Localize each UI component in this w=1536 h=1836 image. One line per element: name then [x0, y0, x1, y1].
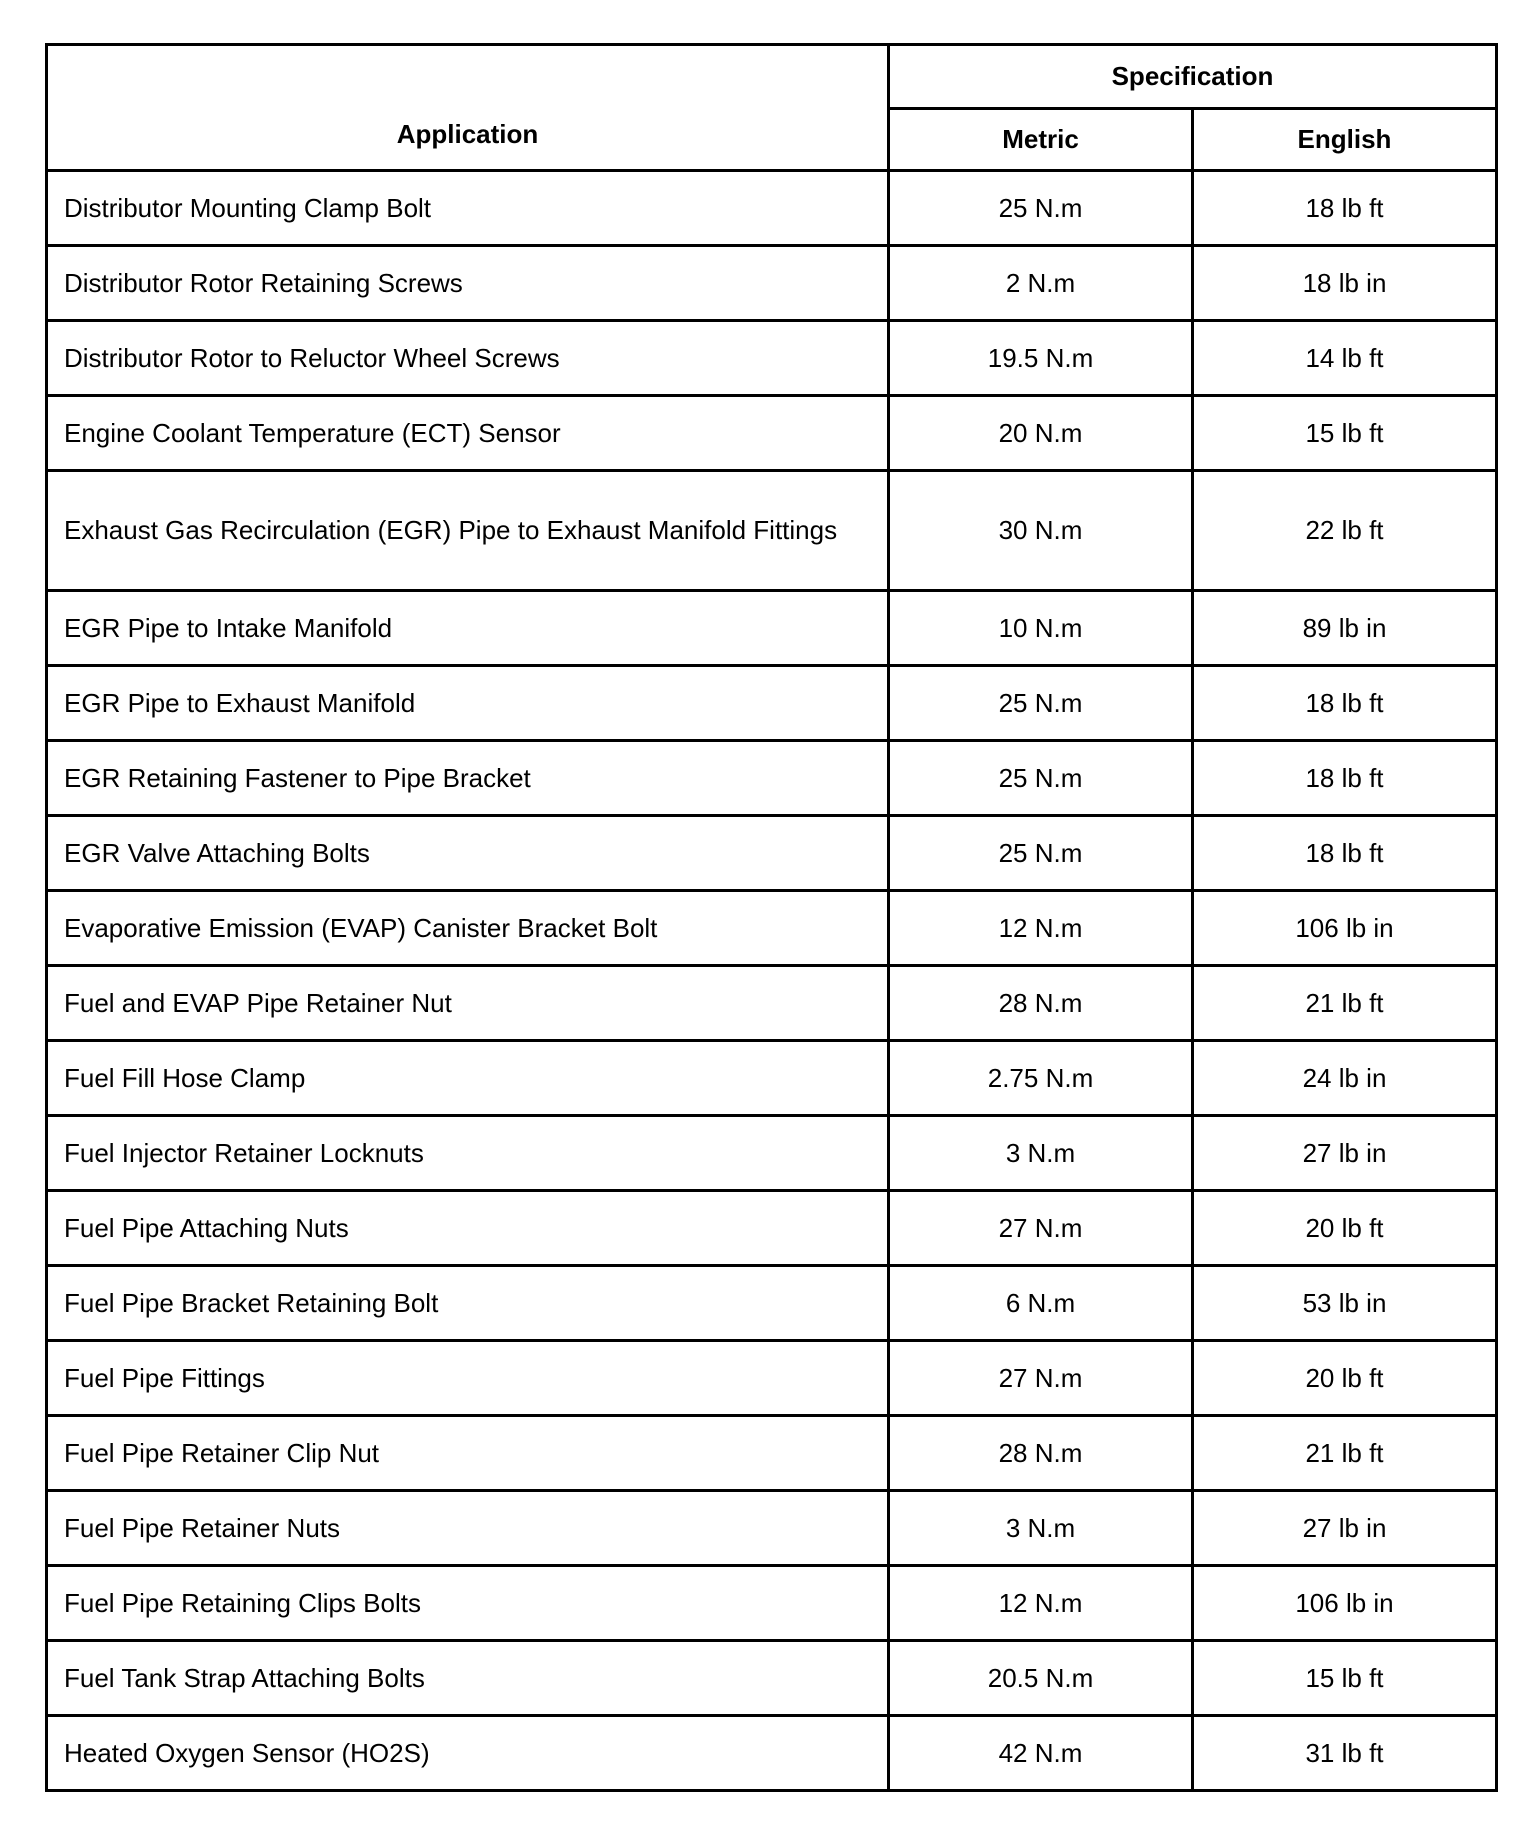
metric-cell: 3 N.m [889, 1491, 1193, 1566]
metric-cell: 10 N.m [889, 591, 1193, 666]
application-cell: Heated Oxygen Sensor (HO2S) [47, 1716, 889, 1791]
metric-cell: 20.5 N.m [889, 1641, 1193, 1716]
table-row [47, 246, 1497, 321]
header-row-top [47, 45, 1497, 109]
application-cell: EGR Pipe to Intake Manifold [47, 591, 889, 666]
table-row [47, 816, 1497, 891]
english-cell: 20 lb ft [1193, 1191, 1497, 1266]
application-cell: Exhaust Gas Recirculation (EGR) Pipe to Exhaust Manifold Fittings [47, 471, 889, 591]
metric-cell: 3 N.m [889, 1116, 1193, 1191]
table-row [47, 966, 1497, 1041]
header-specification: Specification [889, 45, 1497, 109]
metric-cell: 20 N.m [889, 396, 1193, 471]
metric-cell: 25 N.m [889, 171, 1193, 246]
application-cell: Fuel Pipe Fittings [47, 1341, 889, 1416]
table-row [47, 741, 1497, 816]
english-cell: 18 lb ft [1193, 741, 1497, 816]
metric-cell: 42 N.m [889, 1716, 1193, 1791]
metric-cell: 6 N.m [889, 1266, 1193, 1341]
header-application: Application [47, 45, 889, 171]
metric-cell: 25 N.m [889, 666, 1193, 741]
english-cell: 15 lb ft [1193, 396, 1497, 471]
table-row [47, 1416, 1497, 1491]
application-cell: Fuel Fill Hose Clamp [47, 1041, 889, 1116]
english-cell: 22 lb ft [1193, 471, 1497, 591]
table-row [47, 1641, 1497, 1716]
application-cell: Distributor Rotor Retaining Screws [47, 246, 889, 321]
table-body [47, 171, 1497, 1791]
table-row [47, 471, 1497, 591]
application-cell: Distributor Rotor to Reluctor Wheel Screws [47, 321, 889, 396]
english-cell: 53 lb in [1193, 1266, 1497, 1341]
table-row [47, 1041, 1497, 1116]
metric-cell: 19.5 N.m [889, 321, 1193, 396]
english-cell: 27 lb in [1193, 1491, 1497, 1566]
header-english: English [1193, 109, 1497, 171]
header-metric: Metric [889, 109, 1193, 171]
english-cell: 15 lb ft [1193, 1641, 1497, 1716]
application-cell: Fuel Pipe Bracket Retaining Bolt [47, 1266, 889, 1341]
application-cell: EGR Pipe to Exhaust Manifold [47, 666, 889, 741]
table-row [47, 396, 1497, 471]
english-cell: 21 lb ft [1193, 966, 1497, 1041]
metric-cell: 27 N.m [889, 1191, 1193, 1266]
application-cell: Fuel Pipe Retainer Clip Nut [47, 1416, 889, 1491]
metric-cell: 2.75 N.m [889, 1041, 1193, 1116]
application-cell: Fuel Pipe Attaching Nuts [47, 1191, 889, 1266]
table-row [47, 1491, 1497, 1566]
english-cell: 18 lb ft [1193, 816, 1497, 891]
table-row [47, 591, 1497, 666]
application-cell: Distributor Mounting Clamp Bolt [47, 171, 889, 246]
table-row [47, 171, 1497, 246]
application-cell: Engine Coolant Temperature (ECT) Sensor [47, 396, 889, 471]
metric-cell: 27 N.m [889, 1341, 1193, 1416]
english-cell: 24 lb in [1193, 1041, 1497, 1116]
table-row [47, 1716, 1497, 1791]
english-cell: 18 lb ft [1193, 666, 1497, 741]
application-cell: Fuel and EVAP Pipe Retainer Nut [47, 966, 889, 1041]
table-row [47, 1116, 1497, 1191]
metric-cell: 12 N.m [889, 1566, 1193, 1641]
english-cell: 18 lb ft [1193, 171, 1497, 246]
application-cell: Fuel Pipe Retainer Nuts [47, 1491, 889, 1566]
application-cell: EGR Valve Attaching Bolts [47, 816, 889, 891]
metric-cell: 28 N.m [889, 1416, 1193, 1491]
table-row [47, 321, 1497, 396]
application-cell: Fuel Pipe Retaining Clips Bolts [47, 1566, 889, 1641]
application-cell: EGR Retaining Fastener to Pipe Bracket [47, 741, 889, 816]
table-row [47, 1341, 1497, 1416]
table-row [47, 891, 1497, 966]
metric-cell: 30 N.m [889, 471, 1193, 591]
english-cell: 106 lb in [1193, 891, 1497, 966]
metric-cell: 25 N.m [889, 741, 1193, 816]
table-row [47, 1266, 1497, 1341]
english-cell: 27 lb in [1193, 1116, 1497, 1191]
table-header [47, 45, 1497, 171]
english-cell: 18 lb in [1193, 246, 1497, 321]
application-cell: Evaporative Emission (EVAP) Canister Bracket Bolt [47, 891, 889, 966]
table-row [47, 1191, 1497, 1266]
torque-spec-table [45, 43, 1498, 1792]
metric-cell: 25 N.m [889, 816, 1193, 891]
english-cell: 31 lb ft [1193, 1716, 1497, 1791]
metric-cell: 12 N.m [889, 891, 1193, 966]
table-row [47, 666, 1497, 741]
english-cell: 106 lb in [1193, 1566, 1497, 1641]
english-cell: 14 lb ft [1193, 321, 1497, 396]
application-cell: Fuel Injector Retainer Locknuts [47, 1116, 889, 1191]
application-cell: Fuel Tank Strap Attaching Bolts [47, 1641, 889, 1716]
metric-cell: 28 N.m [889, 966, 1193, 1041]
english-cell: 20 lb ft [1193, 1341, 1497, 1416]
english-cell: 89 lb in [1193, 591, 1497, 666]
table-row [47, 1566, 1497, 1641]
english-cell: 21 lb ft [1193, 1416, 1497, 1491]
metric-cell: 2 N.m [889, 246, 1193, 321]
